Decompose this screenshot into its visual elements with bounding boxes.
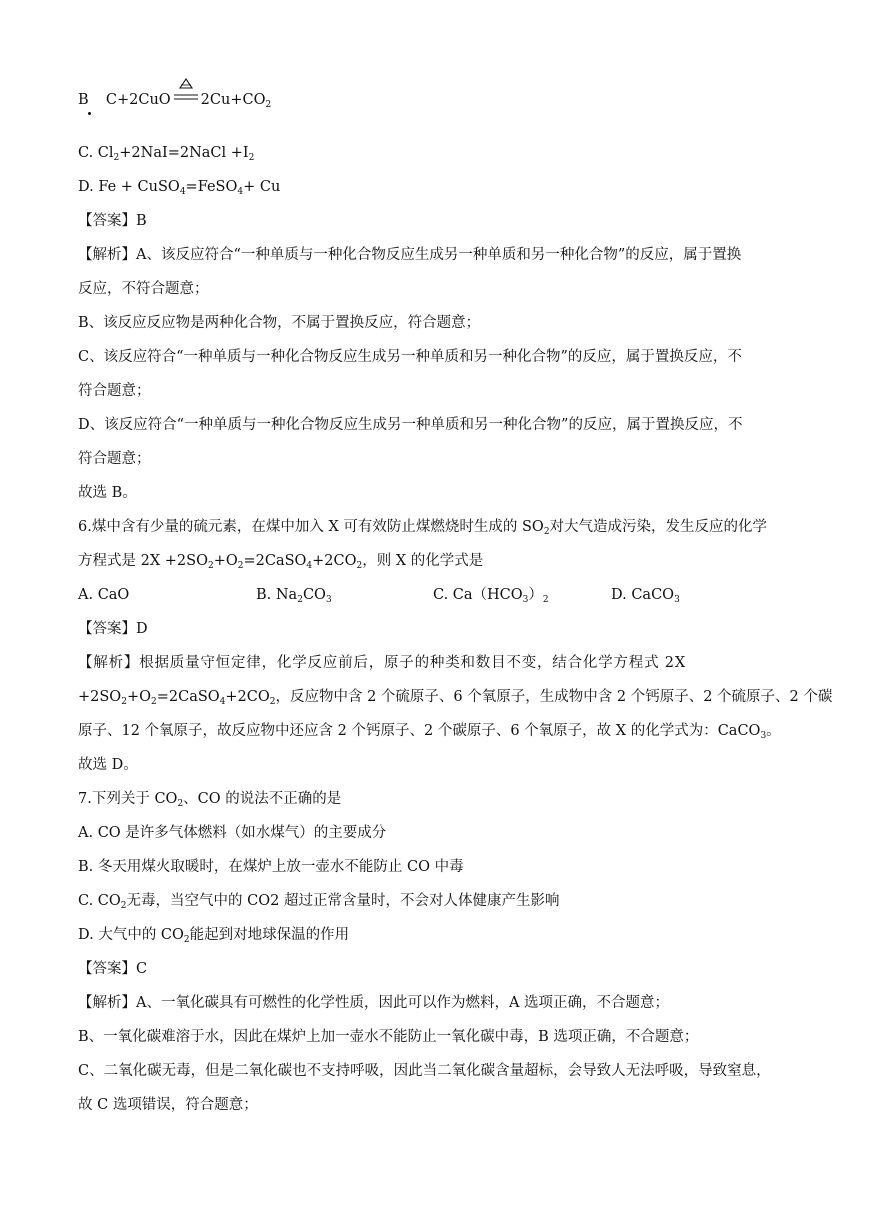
q6-option-a: A. CaO: [78, 587, 130, 603]
q6-options: [78, 585, 793, 605]
q5-analysis-line: 反应，不符合题意；: [78, 281, 209, 297]
q5-analysis-line: 符合题意；: [78, 451, 151, 467]
reactants: C+2CuO: [105, 92, 171, 108]
q7-analysis-line: B、一氧化碳难溶于水，因此在煤炉上加一壶水不能防止一氧化碳中毒，B 选项正确，不合题意；: [78, 1029, 699, 1045]
q5-analysis-line: 【解析】A、该反应符合“一种单质与一种化合物反应生成另一种单质和另一种化合物”的反应，属于置换: [78, 247, 742, 263]
q6-conclusion: 故选 D。: [78, 757, 138, 773]
q5-answer: 【答案】B: [78, 213, 147, 229]
q5-conclusion: 故选 B。: [78, 485, 137, 501]
q6-stem-line: 方程式是 $2X +2SO_2+O_2=2CaSO_4+2CO_2$，则 X 的化学式是: [78, 553, 484, 571]
q7-option-a: A. CO 是许多气体燃料（如水煤气）的主要成分: [78, 825, 387, 841]
q7-answer: 【答案】C: [78, 961, 148, 977]
heat-equals-icon: [172, 90, 200, 110]
q7-analysis-line: 【解析】A、一氧化碳具有可燃性的化学性质，因此可以作为燃料，A 选项正确，不合题意；: [78, 995, 670, 1011]
q7-analysis-line: 故 C 选项错误，符合题意；: [78, 1097, 258, 1113]
products: 2Cu+CO: [200, 92, 266, 108]
q5-analysis-line: C、该反应符合“一种单质与一种化合物反应生成另一种单质和另一种化合物”的反应，属于置换反应，不: [78, 349, 742, 365]
option-letter: B: [78, 92, 89, 108]
q7-option-c: C. $CO_2$无毒，当空气中的 CO2 超过正常含量时，不会对人体健康产生影响: [78, 893, 560, 911]
q6-analysis-line: $+2SO_2+O_2=2CaSO_4+2CO_2$，反应物中含 2 个硫原子、6 个氧原子，生成物中含 2 个钙原子、2 个硫原子、2 个碳: [78, 689, 833, 707]
q6-option-b: B. $Na_2CO_3$: [256, 587, 332, 605]
bullet-dot-icon: [88, 112, 91, 115]
q7-option-b: B. 冬天用煤火取暖时，在煤炉上放一壶水不能防止 CO 中毒: [78, 859, 464, 875]
q5-option-d: D. Fe + CuSO$_4$=FeSO$_4$+ Cu: [78, 179, 281, 197]
q6-stem-line: 6.煤中含有少量的硫元素，在煤中加入 X 可有效防止煤燃烧时生成的 $SO_2$对大气造成污染，发生反应的化学: [78, 519, 768, 537]
q7-stem: 7.下列关于 $CO_2$、CO 的说法不正确的是: [78, 791, 342, 809]
q6-option-d: D. CaCO$_3$: [611, 587, 680, 605]
q7-analysis-line: C、二氧化碳无毒，但是二氧化碳也不支持呼吸，因此当二氧化碳含量超标，会导致人无法呼吸，导致窒息，: [78, 1063, 771, 1079]
q5-analysis-line: 符合题意；: [78, 383, 151, 399]
q7-option-d: D. 大气中的 $CO_2$能起到对地球保温的作用: [78, 927, 350, 945]
q5-option-c: C. $Cl_2+2NaI=2NaCl +I_2$: [78, 145, 255, 163]
q6-analysis-line: 原子、12 个氧原子，故反应物中还应含 2 个钙原子、2 个碳原子、6 个氧原子，故 X 的化学式为：CaCO$_3$。: [78, 723, 781, 741]
q5-analysis-line: D、该反应符合“一种单质与一种化合物反应生成另一种单质和另一种化合物”的反应，属于置换反应，不: [78, 417, 743, 433]
q6-answer: 【答案】D: [78, 621, 148, 637]
q5-option-b: B C+2CuO $2Cu+CO_2$: [78, 90, 793, 110]
q6-analysis-line: 【解析】根据质量守恒定律，化学反应前后，原子的种类和数目不变，结合化学方程式 2X: [78, 655, 686, 671]
q5-analysis-line: B、该反应反应物是两种化合物，不属于置换反应，符合题意；: [78, 315, 481, 331]
q6-option-c: C. $Ca(HCO_3)_2$: [433, 587, 549, 605]
